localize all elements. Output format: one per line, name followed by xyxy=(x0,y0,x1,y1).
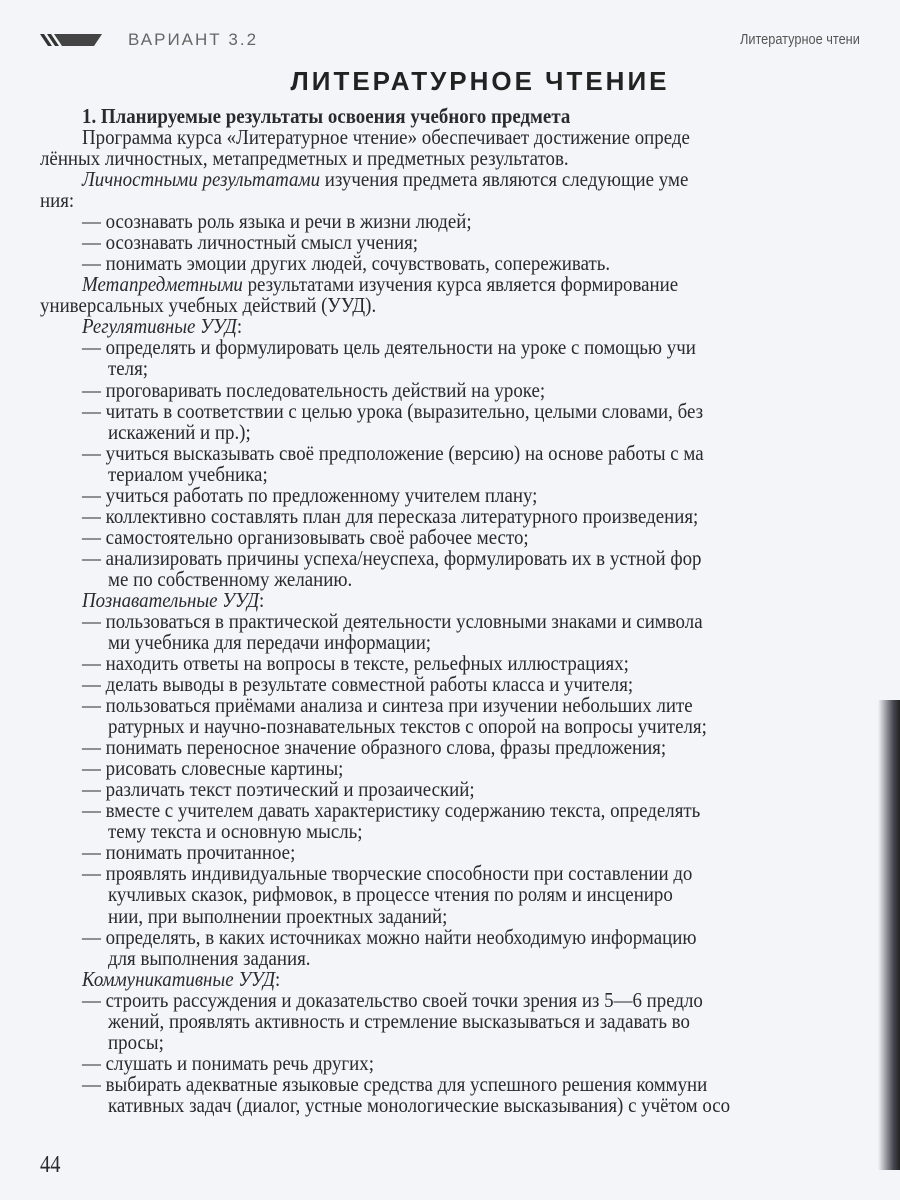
line-text: — строить рассуждения и доказательство своей точки зрения из 5—6 предло xyxy=(82,987,703,1012)
line-text: — определять, в каких источниках можно найти необходимую информацию xyxy=(82,924,697,949)
page-title: ЛИТЕРАТУРНОЕ ЧТЕНИЕ xyxy=(290,66,670,96)
line-text: — находить ответы на вопросы в тексте, рельефных иллюстрациях; xyxy=(82,651,629,676)
line-text: — рисовать словесные картины; xyxy=(82,756,344,781)
line-text: — осознавать личностный смысл учения; xyxy=(82,230,419,255)
line-text: — понимать эмоции других людей, сочувствовать, сопереживать. xyxy=(82,251,611,276)
line-text: жений, проявлять активность и стремление высказываться и задавать во xyxy=(108,1008,690,1033)
italic-lead: Познавательные УУД xyxy=(82,587,259,612)
line-text: — коллективно составлять план для пересказа литературного произведения; xyxy=(82,503,699,528)
text-line xyxy=(82,524,529,549)
text-line xyxy=(82,1071,708,1096)
text-line xyxy=(82,779,475,800)
line-text: — учиться высказывать своё предположение (версию) на основе работы с ма xyxy=(82,440,704,465)
text-line xyxy=(82,608,703,633)
line-text: — проговаривать последовательность действий на уроке; xyxy=(82,377,546,402)
line-text: Программа курса «Литературное чтение» обеспечивает достижение опреде xyxy=(82,125,690,150)
line-text: — понимать прочитанное; xyxy=(82,840,296,865)
text-line xyxy=(108,716,707,737)
text-line xyxy=(82,1050,374,1075)
text-line xyxy=(108,358,148,379)
line-text: : xyxy=(258,587,265,612)
text-line xyxy=(108,1029,164,1054)
text-line xyxy=(108,903,448,928)
line-text: лённых личностных, метапредметных и предметных результатов. xyxy=(40,146,569,171)
line-text: — различать текст поэтический и прозаический; xyxy=(82,777,475,802)
line-text: — читать в соответствии с целью урока (выразительно, целыми словами, без xyxy=(82,398,704,423)
text-line xyxy=(82,211,472,232)
line-text: — анализировать причины успеха/неуспеха, формулировать их в устной фор xyxy=(82,545,702,570)
text-line xyxy=(82,863,692,884)
text-line xyxy=(40,190,74,211)
text-line xyxy=(108,1092,731,1117)
text-line xyxy=(82,398,704,423)
text-line xyxy=(108,632,431,653)
text-line xyxy=(82,169,688,190)
line-text: кативных задач (диалог, устные монологические высказывания) с учётом осо xyxy=(108,1092,731,1117)
text-line xyxy=(82,758,343,779)
line-text: — определять и формулировать цель деятельности на уроке с помощью учи xyxy=(82,335,696,360)
text-line xyxy=(82,800,700,821)
line-text: — осознавать роль языка и речи в жизни людей; xyxy=(82,209,472,234)
line-text: для выполнения задания. xyxy=(108,945,311,970)
text-line xyxy=(82,737,666,758)
line-text: — пользоваться приёмами анализа и синтеза при изучении небольших лите xyxy=(82,693,693,718)
line-text: — самостоятельно организовывать своё рабочее место; xyxy=(82,524,529,549)
text-line xyxy=(82,482,538,507)
italic-lead: Коммуникативные УУД xyxy=(82,966,276,991)
line-text: искажений и пр.); xyxy=(108,419,251,444)
italic-lead: Регулятивные УУД xyxy=(82,314,237,339)
line-text: — пользоваться в практической деятельности условными знаками и символа xyxy=(82,608,703,633)
header-variant: ВАРИАНТ 3.2 xyxy=(128,30,259,49)
line-text: — слушать и понимать речь других; xyxy=(82,1050,374,1075)
text-line xyxy=(82,674,633,695)
italic-lead: Метапредметными xyxy=(82,272,243,297)
text-line xyxy=(82,274,678,295)
text-line xyxy=(82,316,242,337)
line-text: изучения предмета являются следующие уме xyxy=(320,167,689,192)
text-line xyxy=(108,461,268,486)
text-line xyxy=(108,419,251,444)
text-line xyxy=(82,695,693,716)
line-text: теля; xyxy=(108,356,149,381)
text-line xyxy=(108,945,311,970)
line-text: : xyxy=(275,966,281,991)
page-number: 44 xyxy=(40,1152,61,1178)
text-line xyxy=(82,337,696,358)
line-text: — выбирать адекватные языковые средства для успешного решения коммуни xyxy=(82,1071,708,1096)
line-text: тему текста и основную мысль; xyxy=(108,819,363,844)
line-text: результатами изучения курса является формирование xyxy=(242,272,679,297)
italic-lead: Личностными результатами xyxy=(82,167,321,192)
text-line xyxy=(82,653,629,674)
line-text: 1. Планируемые результаты освоения учебного предмета xyxy=(82,104,571,128)
line-text: — делать выводы в результате совместной работы класса и учителя; xyxy=(82,672,634,697)
line-text: — учиться работать по предложенному учителем плану; xyxy=(82,482,538,507)
line-text: просы; xyxy=(108,1029,164,1054)
text-line xyxy=(82,587,265,612)
text-line xyxy=(108,566,353,591)
line-text: ратурных и научно-познавательных текстов с опорой на вопросы учителя; xyxy=(108,714,707,739)
text-line xyxy=(82,440,704,465)
text-line xyxy=(40,148,569,169)
header-running-title: Литературное чтени xyxy=(740,31,860,48)
line-text: нии, при выполнении проектных заданий; xyxy=(108,903,448,928)
line-text: ми учебника для передачи информации; xyxy=(108,630,432,654)
text-line xyxy=(82,987,703,1012)
text-line xyxy=(82,503,699,528)
line-text: : xyxy=(236,314,243,339)
binding-shadow xyxy=(878,700,900,1170)
line-text: — вместе с учителем давать характеристику содержанию текста, определять xyxy=(82,798,701,823)
text-line xyxy=(108,884,673,905)
line-text: териалом учебника; xyxy=(108,461,268,486)
line-text: ме по собственному желанию. xyxy=(108,566,353,591)
line-text: — понимать переносное значение образного слова, фразы предложения; xyxy=(82,735,667,760)
text-line xyxy=(108,821,363,842)
line-text: кучливых сказок, рифмовок, в процессе чтения по ролям и инсцениро xyxy=(108,882,673,907)
text-line xyxy=(82,924,697,949)
text-line xyxy=(82,966,281,991)
text-line xyxy=(82,253,610,274)
line-text: универсальных учебных действий (УУД). xyxy=(40,293,377,318)
section-heading xyxy=(82,106,570,127)
line-text: ния: xyxy=(40,188,75,213)
text-line xyxy=(82,232,418,253)
text-line xyxy=(108,1008,690,1033)
line-text: — проявлять индивидуальные творческие способности при составлении до xyxy=(82,861,693,886)
text-line xyxy=(82,377,546,402)
text-line xyxy=(82,842,295,863)
header-stripes-logo xyxy=(40,34,102,46)
text-line xyxy=(82,127,690,148)
text-line xyxy=(82,545,702,570)
text-line xyxy=(40,295,376,316)
